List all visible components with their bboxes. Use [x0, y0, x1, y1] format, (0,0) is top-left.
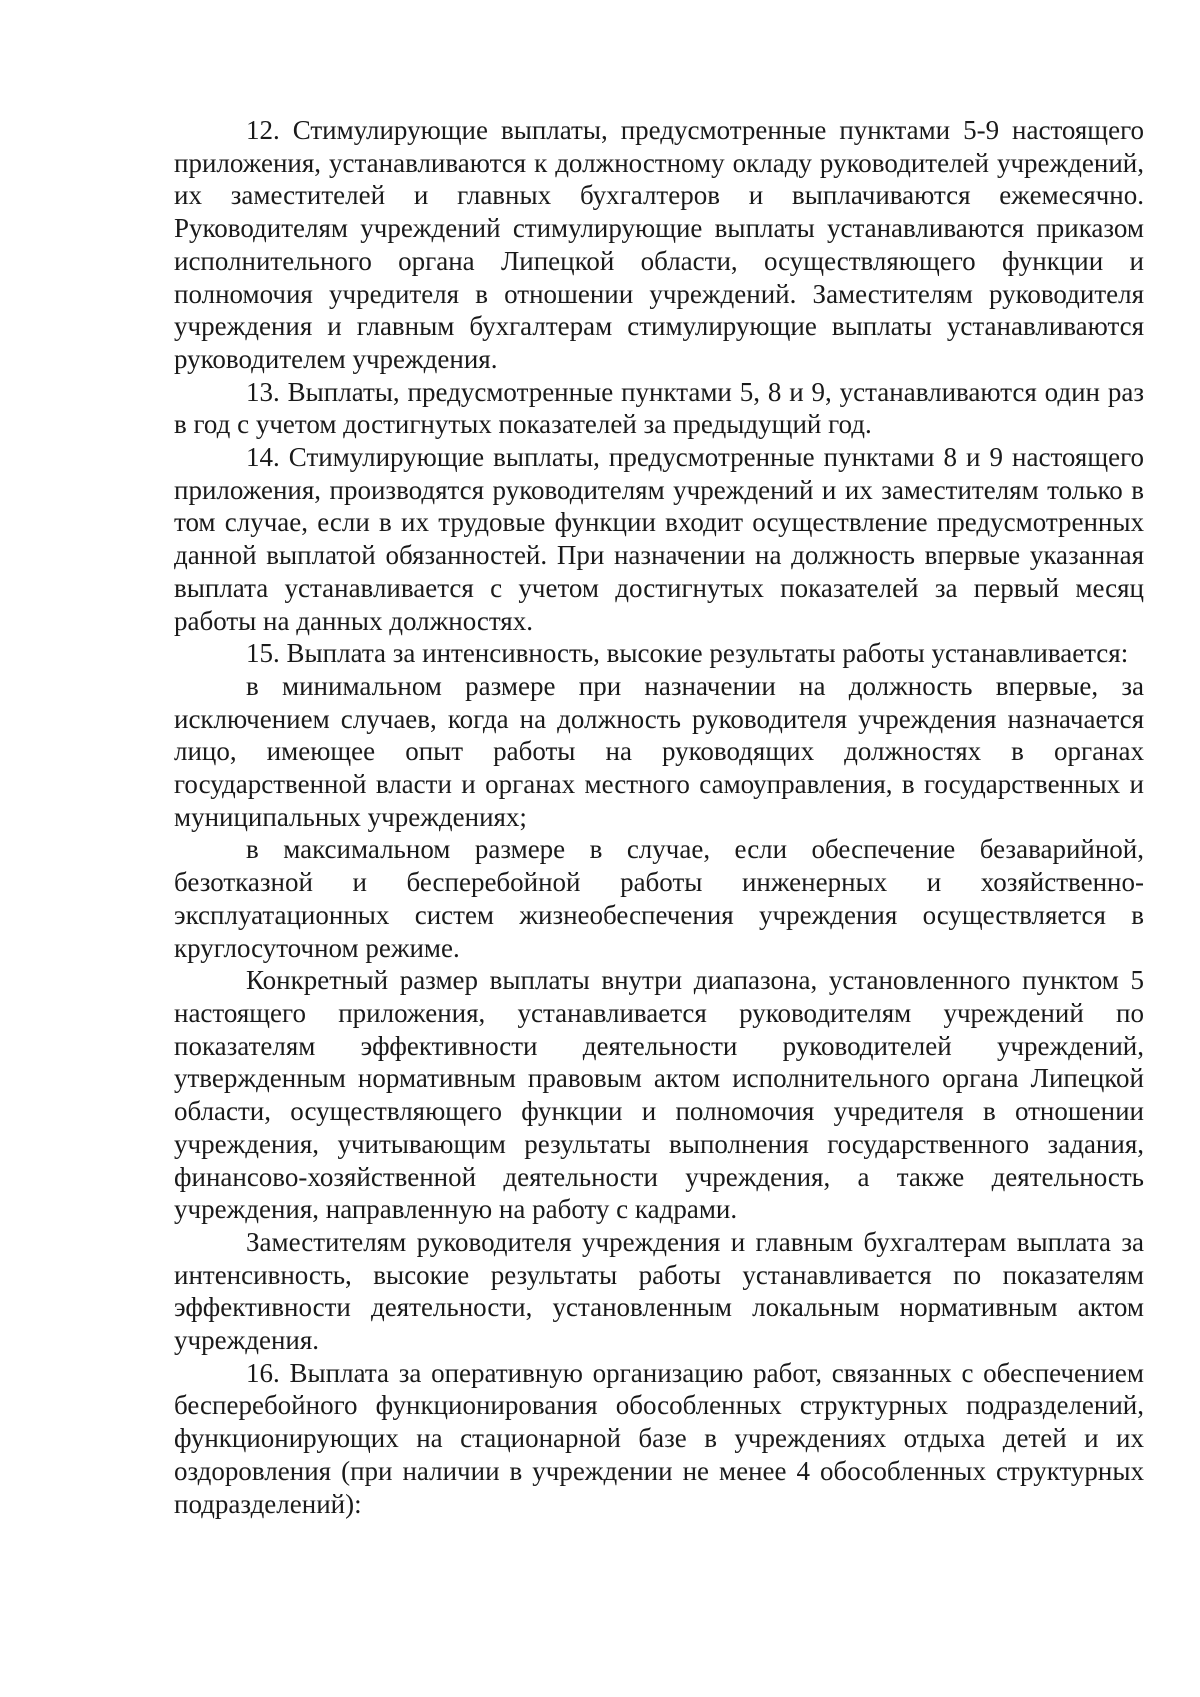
paragraph-specific-amount: Конкретный размер выплаты внутри диапазона, установленного пунктом 5 настоящего приложения, устанавливается руководителям учреждений по показателям эффективности деятельности руководителей учреждений, утвержденным нормативным правовым актом исполнительного органа Липецкой области, осуществляющего функции и полномочия учредителя в отношении учреждения, учитывающим результаты выполнения государственного задания, финансово-хозяйственной деятельности учреждения, а также деятельность учреждения, направленную на работу с кадрами. [174, 965, 1144, 1225]
document-page [174, 114, 1144, 1520]
paragraph-15-maximum: в максимальном размере в случае, если обеспечение безаварийной, безотказной и бесперебойной работы инженерных и хозяйственно-эксплуатационных систем жизнеобеспечения учреждения осуществляется в круглосуточном режиме. [174, 834, 1144, 963]
paragraph-15: 15. Выплата за интенсивность, высокие результаты работы устанавливается: [246, 638, 1129, 669]
paragraph-14: 14. Стимулирующие выплаты, предусмотренные пунктами 8 и 9 настоящего приложения, производятся руководителям учреждений и их заместителям только в том случае, если в их трудовые функции входит осуществление предусмотренных данной выплатой обязанностей. При назначении на должность впервые указанная выплата устанавливается с учетом достигнутых показателей за первый месяц работы на данных должностях. [174, 442, 1144, 636]
paragraph-12: 12. Стимулирующие выплаты, предусмотренные пунктами 5-9 настоящего приложения, устанавливаются к должностному окладу руководителей учреждений, их заместителей и главных бухгалтеров и выплачиваются ежемесячно. Руководителям учреждений стимулирующие выплаты устанавливаются приказом исполнительного органа Липецкой области, осуществляющего функции и полномочия учредителя в отношении учреждений. Заместителям руководителя учреждения и главным бухгалтерам стимулирующие выплаты устанавливаются руководителем учреждения. [174, 115, 1144, 374]
paragraph-deputies: Заместителям руководителя учреждения и главным бухгалтерам выплата за интенсивность, высокие результаты работы устанавливается по показателям эффективности деятельности, установленным локальным нормативным актом учреждения. [174, 1226, 1144, 1356]
paragraph-16: 16. Выплата за оперативную организацию работ, связанных с обеспечением бесперебойного функционирования обособленных структурных подразделений, функционирующих на стационарной базе в учреждениях отдыха детей и их оздоровления (при наличии в учреждении не менее 4 обособленных структурных подразделений): [174, 1357, 1144, 1519]
paragraph-15-minimum: в минимальном размере при назначении на должность впервые, за исключением случаев, когда на должность руководителя учреждения назначается лицо, имеющее опыт работы на руководящих должностях в органах государственной власти и органах местного самоуправления, в государственных и муниципальных учреждениях; [174, 670, 1144, 832]
paragraph-13: 13. Выплаты, предусмотренные пунктами 5, 8 и 9, устанавливаются один раз в год с учетом достигнутых показателей за предыдущий год. [174, 376, 1144, 440]
